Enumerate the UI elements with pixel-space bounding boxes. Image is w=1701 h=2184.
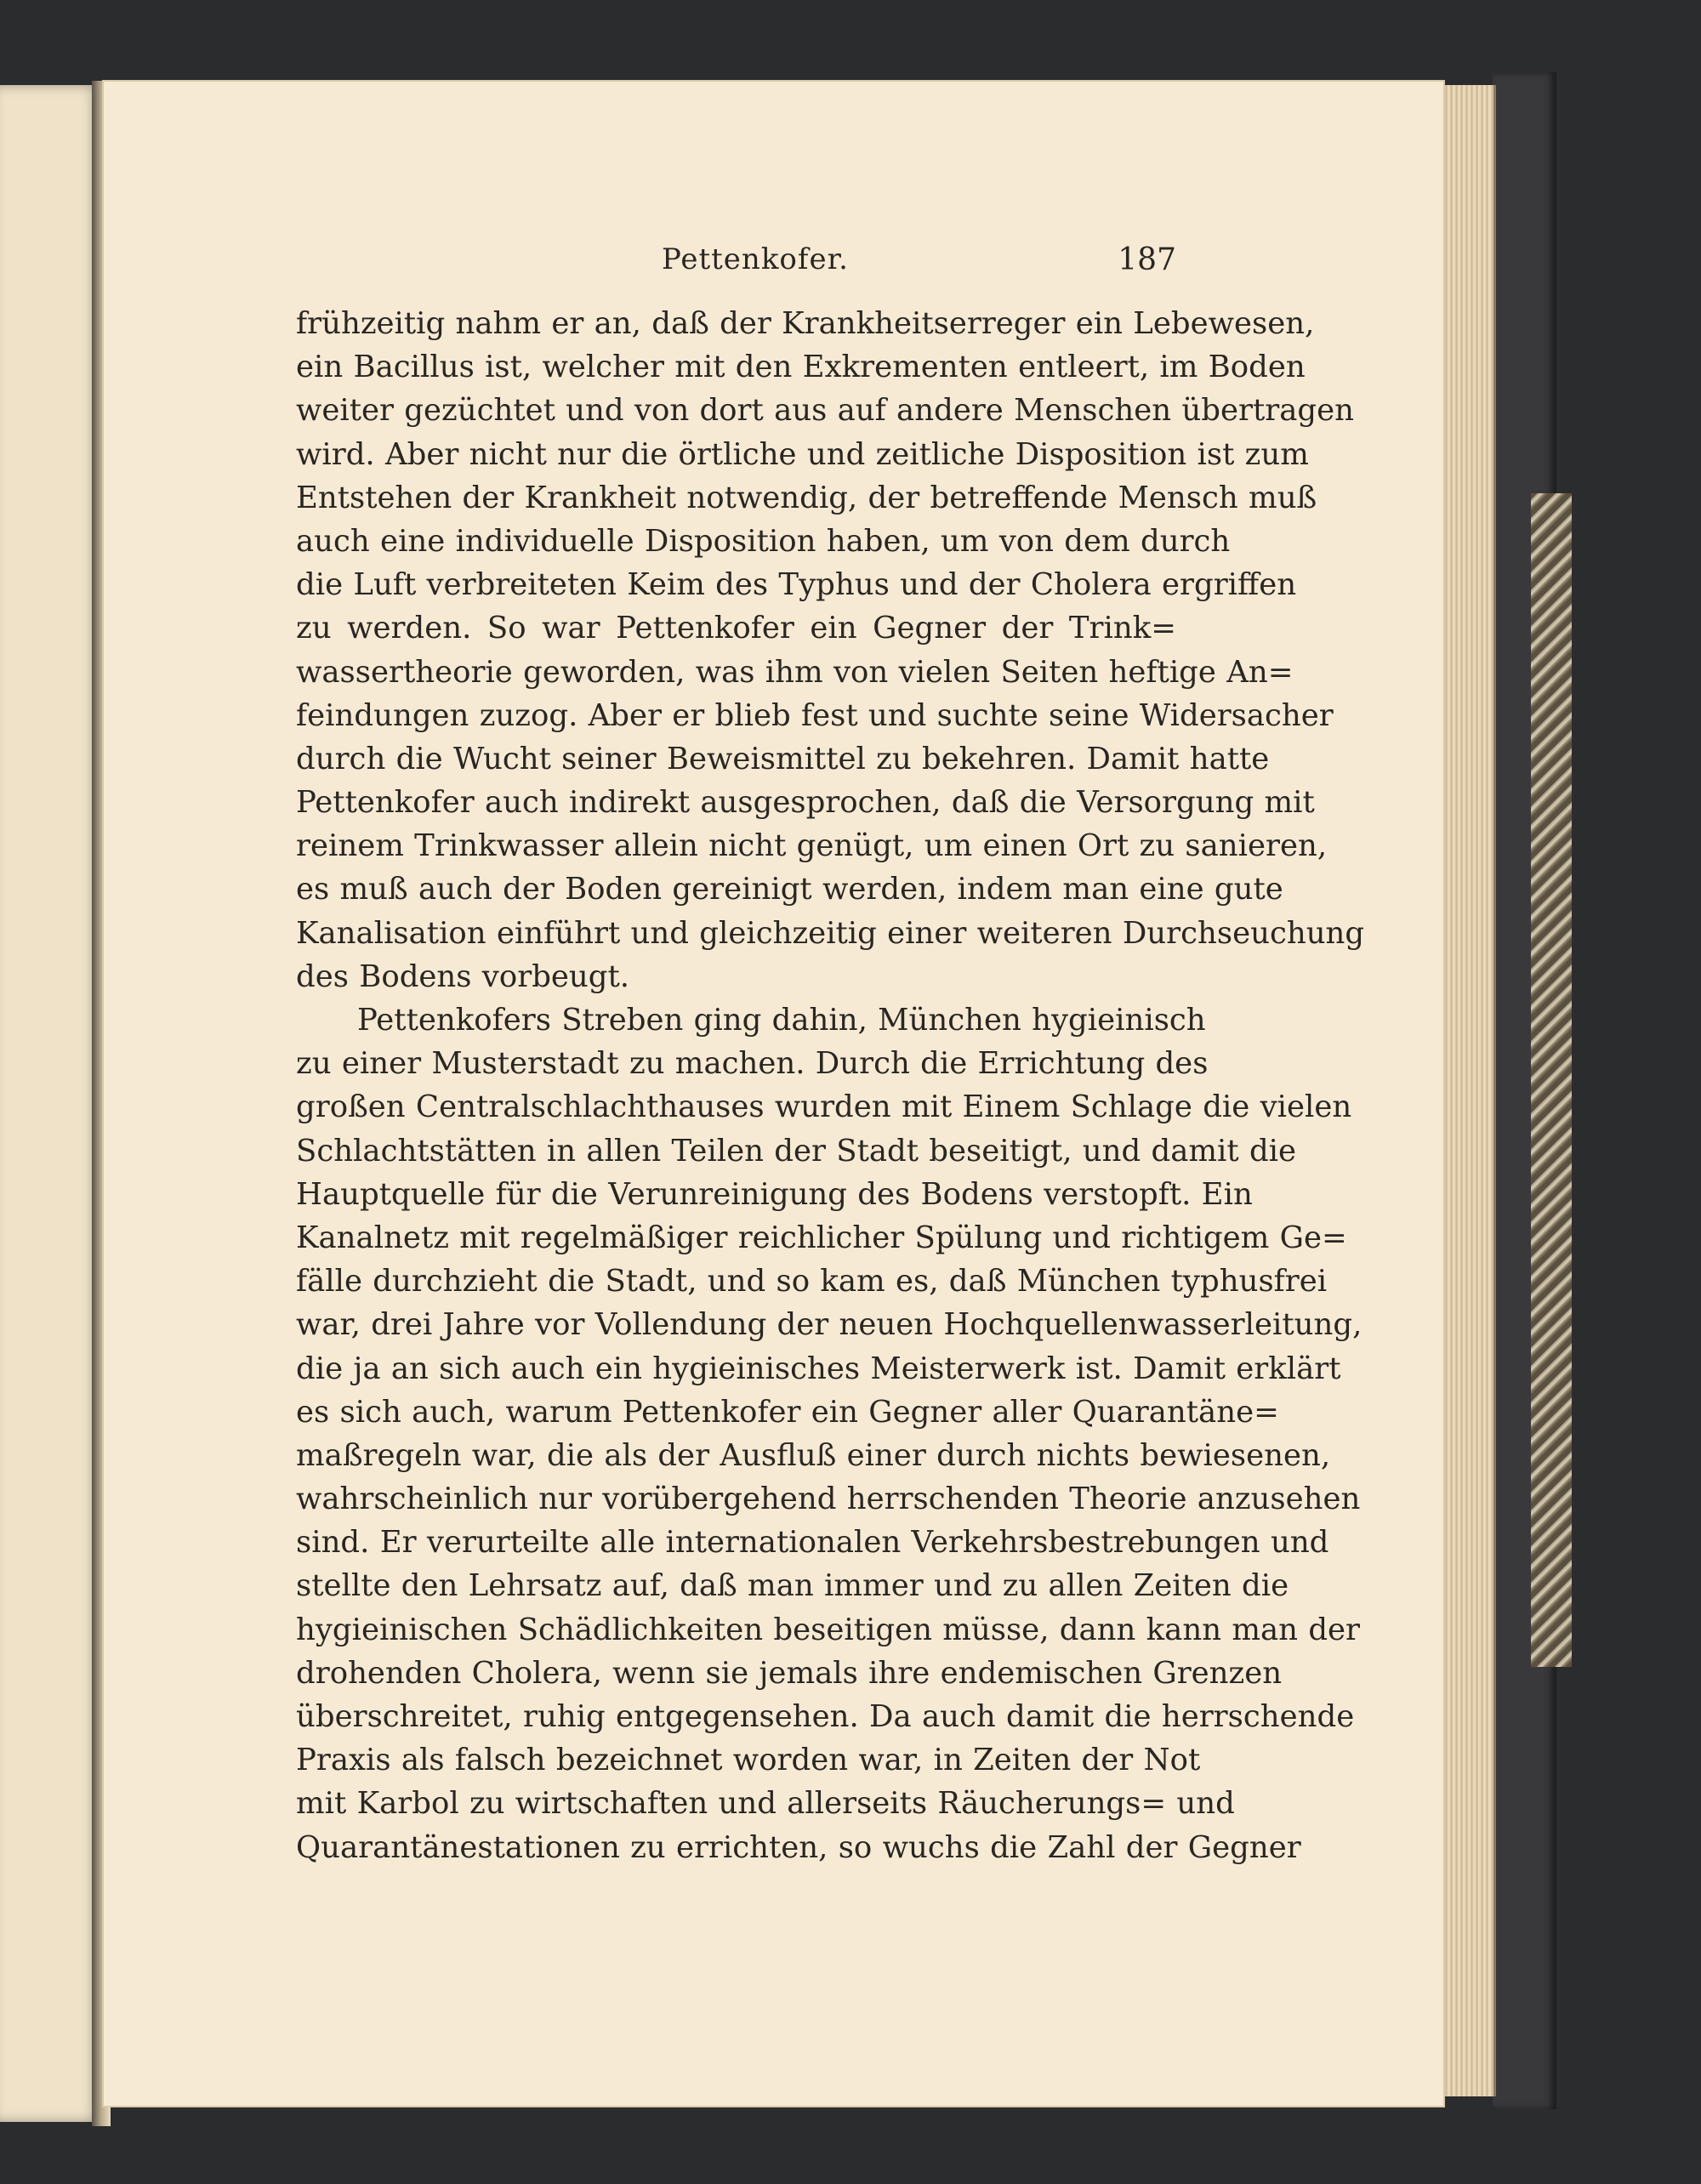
text-line: fälle durchzieht die Stadt, und so kam es, daß München typhusfrei	[296, 1264, 1328, 1300]
left-page-edge	[0, 85, 100, 2122]
page-header	[296, 242, 1176, 302]
text-line: feindungen zuzog. Aber er blieb fest und suchte seine Widersacher	[296, 697, 1334, 733]
text-line: weiter gezüchtet und von dort aus auf andere Menschen übertragen	[296, 393, 1354, 429]
running-head: Pettenkofer.	[662, 242, 849, 276]
text-line: Quarantänestationen zu errichten, so wuchs die Zahl der Gegner	[296, 1829, 1301, 1865]
text-line: Schlachtstätten in allen Teilen der Stadt beseitigt, und damit die	[296, 1133, 1297, 1169]
text-line: Pettenkofers Streben ging dahin, München hygieinisch	[357, 1003, 1206, 1038]
text-line: wahrscheinlich nur vorübergehend herrschenden Theorie anzusehen	[296, 1482, 1361, 1517]
text-line: ein Bacillus ist, welcher mit den Exkrementen entleert, im Boden	[296, 350, 1306, 385]
text-line: Pettenkofer auch indirekt ausgesprochen, daß die Versorgung mit	[296, 785, 1315, 821]
text-line: die Luft verbreiteten Keim des Typhus und der Cholera ergriffen	[296, 567, 1297, 603]
text-line: reinem Trinkwasser allein nicht genügt, um einen Ort zu sanieren,	[296, 828, 1328, 864]
text-line: hygieinischen Schädlichkeiten beseitigen müsse, dann kann man der	[296, 1612, 1361, 1647]
text-line: sind. Er verurteilte alle internationalen Verkehrsbestrebungen und	[296, 1525, 1329, 1561]
text-line: mit Karbol zu wirtschaften und allerseits Räucherungs= und	[296, 1786, 1235, 1822]
text-line: Hauptquelle für die Verunreinigung des Bodens verstopft. Ein	[296, 1176, 1253, 1212]
text-line: großen Centralschlachthauses wurden mit Einem Schlage die vielen	[296, 1089, 1352, 1125]
text-line: war, drei Jahre vor Vollendung der neuen Hochquellenwasserleitung,	[296, 1307, 1363, 1343]
paragraph-1	[296, 302, 1365, 998]
text-line: auch eine individuelle Disposition haben, um von dem durch	[296, 523, 1231, 559]
page-content	[296, 242, 1365, 1869]
text-line: Praxis als falsch bezeichnet worden war, in Zeiten der Not	[296, 1743, 1201, 1778]
text-line: wird. Aber nicht nur die örtliche und zeitliche Disposition ist zum	[296, 436, 1309, 472]
text-line: Kanalisation einführt und gleichzeitig einer weiteren Durchseuchung	[296, 915, 1365, 951]
text-line: des Bodens vorbeugt.	[296, 958, 630, 994]
marbled-cover-pattern	[1531, 493, 1572, 1667]
text-line: durch die Wucht seiner Beweismittel zu bekehren. Damit hatte	[296, 741, 1270, 776]
page-block-edges	[1437, 85, 1496, 2096]
text-line: zu einer Musterstadt zu machen. Durch die Errichtung des	[296, 1046, 1209, 1082]
text-line: die ja an sich auch ein hygieinisches Meisterwerk ist. Damit erklärt	[296, 1351, 1341, 1386]
paragraph-2	[296, 998, 1363, 1869]
text-line: Entstehen der Krankheit notwendig, der betreffende Mensch muß	[296, 480, 1317, 515]
text-line: es muß auch der Boden gereinigt werden, indem man eine gute	[296, 872, 1283, 907]
text-line: Kanalnetz mit regelmäßiger reichlicher Spülung und richtigem Ge=	[296, 1220, 1347, 1255]
body-text	[296, 302, 1365, 1869]
page-number: 187	[1118, 242, 1176, 277]
text-line: wassertheorie geworden, was ihm von vielen Seiten heftige An=	[296, 654, 1294, 690]
text-line: drohenden Cholera, wenn sie jemals ihre endemischen Grenzen	[296, 1655, 1283, 1691]
text-line: frühzeitig nahm er an, daß der Krankheitserreger ein Lebewesen,	[296, 306, 1315, 341]
text-line: maßregeln war, die als der Ausfluß einer durch nichts bewiesenen,	[296, 1437, 1331, 1473]
text-line: stellte den Lehrsatz auf, daß man immer und zu allen Zeiten die	[296, 1568, 1289, 1604]
text-line: es sich auch, warum Pettenkofer ein Gegner aller Quarantäne=	[296, 1394, 1279, 1430]
text-line: überschreitet, ruhig entgegensehen. Da auch damit die herrschende	[296, 1699, 1355, 1734]
text-line: zu werden. So war Pettenkofer ein Gegner der Trink=	[296, 611, 1176, 646]
